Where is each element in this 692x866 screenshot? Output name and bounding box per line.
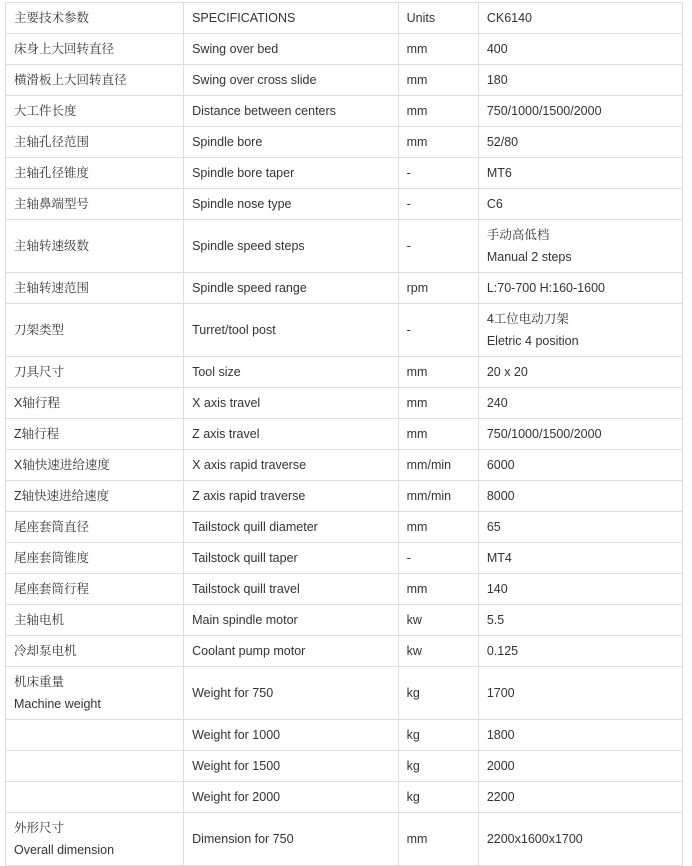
table-row <box>6 813 683 866</box>
parameter-cn-cell-line: 主轴孔径锥度 <box>14 166 90 180</box>
parameter-cn-cell <box>6 158 184 189</box>
parameter-cn-cell <box>6 813 184 866</box>
unit-cell: kg <box>398 751 478 782</box>
table-row <box>6 667 683 720</box>
value-cell-line: 0.125 <box>486 644 519 658</box>
parameter-cn-cell <box>6 605 184 636</box>
unit-cell: kg <box>398 782 478 813</box>
parameter-en-cell: Tool size <box>184 357 399 388</box>
value-cell-line: 400 <box>486 42 508 56</box>
parameter-cn-cell-line: Z轴行程 <box>14 427 60 441</box>
value-cell-line: L:70-700 H:160-1600 <box>486 281 605 295</box>
parameter-en-cell: Swing over cross slide <box>184 65 399 96</box>
value-cell-line: 4工位电动刀架 <box>486 312 569 326</box>
specifications-table-body <box>6 3 683 866</box>
header-units-cell: Units <box>398 3 478 34</box>
table-row <box>6 574 683 605</box>
parameter-cn-cell-line: 外形尺寸 <box>14 821 65 835</box>
header-en-cell: SPECIFICATIONS <box>184 3 399 34</box>
table-row <box>6 636 683 667</box>
parameter-cn-cell-line: 床身上大回转直径 <box>14 42 115 56</box>
parameter-cn-cell <box>6 273 184 304</box>
unit-cell: mm/min <box>398 481 478 512</box>
unit-cell: - <box>398 304 478 357</box>
table-row <box>6 304 683 357</box>
value-cell-line: C6 <box>486 197 503 211</box>
table-row <box>6 720 683 751</box>
parameter-cn-cell-line: 主轴孔径范围 <box>14 135 90 149</box>
header-model-cell: CK6140 <box>478 3 682 34</box>
unit-cell: mm <box>398 574 478 605</box>
value-cell <box>478 304 682 357</box>
table-row <box>6 65 683 96</box>
value-cell <box>478 127 682 158</box>
table-row <box>6 220 683 273</box>
unit-cell: mm <box>398 65 478 96</box>
unit-cell: mm <box>398 512 478 543</box>
table-row <box>6 450 683 481</box>
parameter-en-cell: Weight for 1500 <box>184 751 399 782</box>
unit-cell: - <box>398 220 478 273</box>
value-cell-line: 140 <box>486 582 508 596</box>
value-cell-line: 65 <box>486 520 501 534</box>
value-cell <box>478 720 682 751</box>
parameter-cn-cell <box>6 304 184 357</box>
unit-cell: mm <box>398 357 478 388</box>
parameter-cn-cell-line: 大工件长度 <box>14 104 77 118</box>
unit-cell: kw <box>398 605 478 636</box>
parameter-en-cell: Z axis rapid traverse <box>184 481 399 512</box>
table-row <box>6 34 683 65</box>
parameter-cn-cell-line: 主轴转速级数 <box>14 239 90 253</box>
unit-cell: kw <box>398 636 478 667</box>
parameter-cn-cell-line: X轴行程 <box>14 396 60 410</box>
parameter-en-cell: Dimension for 750 <box>184 813 399 866</box>
table-row <box>6 512 683 543</box>
parameter-cn-cell-line: 主轴电机 <box>14 613 65 627</box>
parameter-en-cell: Spindle nose type <box>184 189 399 220</box>
parameter-cn-cell-line: 刀架类型 <box>14 323 65 337</box>
parameter-en-cell: Tailstock quill travel <box>184 574 399 605</box>
parameter-cn-cell <box>6 751 184 782</box>
parameter-cn-cell <box>6 127 184 158</box>
parameter-cn-cell <box>6 357 184 388</box>
unit-cell: kg <box>398 667 478 720</box>
value-cell-line: Eletric 4 position <box>486 334 579 348</box>
unit-cell: mm/min <box>398 450 478 481</box>
value-cell <box>478 189 682 220</box>
parameter-en-cell: Tailstock quill taper <box>184 543 399 574</box>
value-cell-line: Manual 2 steps <box>486 250 572 264</box>
unit-cell: mm <box>398 813 478 866</box>
parameter-en-cell: Weight for 750 <box>184 667 399 720</box>
value-cell-line: MT4 <box>486 551 512 565</box>
parameter-en-cell: Distance between centers <box>184 96 399 127</box>
parameter-cn-cell <box>6 782 184 813</box>
table-row <box>6 96 683 127</box>
table-row <box>6 782 683 813</box>
parameter-en-cell: Weight for 2000 <box>184 782 399 813</box>
parameter-en-cell: Weight for 1000 <box>184 720 399 751</box>
parameter-cn-cell <box>6 450 184 481</box>
unit-cell: rpm <box>398 273 478 304</box>
value-cell <box>478 96 682 127</box>
value-cell <box>478 574 682 605</box>
parameter-en-cell: Spindle bore <box>184 127 399 158</box>
unit-cell: - <box>398 189 478 220</box>
table-row <box>6 158 683 189</box>
parameter-en-cell: Spindle speed steps <box>184 220 399 273</box>
value-cell <box>478 782 682 813</box>
parameter-cn-cell-line: Overall dimension <box>14 843 115 857</box>
value-cell-line: 8000 <box>486 489 515 503</box>
value-cell-line: 6000 <box>486 458 515 472</box>
parameter-cn-cell-line: Machine weight <box>14 697 101 711</box>
parameter-cn-cell <box>6 574 184 605</box>
table-row <box>6 357 683 388</box>
table-header-row <box>6 3 683 34</box>
parameter-en-cell: Swing over bed <box>184 34 399 65</box>
table-row <box>6 189 683 220</box>
value-cell <box>478 273 682 304</box>
parameter-en-cell: X axis travel <box>184 388 399 419</box>
parameter-cn-cell-line: 尾座套筒直径 <box>14 520 90 534</box>
unit-cell: mm <box>398 127 478 158</box>
parameter-en-cell: Spindle bore taper <box>184 158 399 189</box>
unit-cell: - <box>398 543 478 574</box>
value-cell-line: 2200x1600x1700 <box>486 832 583 846</box>
table-row <box>6 751 683 782</box>
value-cell <box>478 512 682 543</box>
value-cell <box>478 419 682 450</box>
value-cell-line: 240 <box>486 396 508 410</box>
parameter-cn-cell-line: 刀具尺寸 <box>14 365 65 379</box>
parameter-cn-cell-line: X轴快速进给速度 <box>14 458 110 472</box>
value-cell <box>478 636 682 667</box>
value-cell <box>478 751 682 782</box>
parameter-cn-cell <box>6 65 184 96</box>
value-cell <box>478 605 682 636</box>
parameter-cn-cell <box>6 512 184 543</box>
value-cell-line: 1700 <box>486 686 515 700</box>
parameter-cn-cell <box>6 388 184 419</box>
unit-cell: mm <box>398 34 478 65</box>
parameter-cn-cell <box>6 419 184 450</box>
unit-cell: mm <box>398 96 478 127</box>
value-cell <box>478 813 682 866</box>
value-cell-line: 750/1000/1500/2000 <box>486 104 602 118</box>
parameter-cn-cell <box>6 96 184 127</box>
value-cell <box>478 667 682 720</box>
value-cell <box>478 357 682 388</box>
value-cell-line: 20 x 20 <box>486 365 528 379</box>
parameter-cn-cell <box>6 636 184 667</box>
table-row <box>6 481 683 512</box>
value-cell <box>478 450 682 481</box>
parameter-cn-cell <box>6 720 184 751</box>
parameter-cn-cell-line: 冷却泵电机 <box>14 644 77 658</box>
value-cell-line: 5.5 <box>486 613 505 627</box>
unit-cell: mm <box>398 419 478 450</box>
value-cell-line: 2000 <box>486 759 515 773</box>
value-cell-line: MT6 <box>486 166 512 180</box>
value-cell <box>478 158 682 189</box>
table-row <box>6 127 683 158</box>
value-cell-line: 2200 <box>486 790 515 804</box>
unit-cell: mm <box>398 388 478 419</box>
parameter-cn-cell-line: 横滑板上大回转直径 <box>14 73 127 87</box>
parameter-cn-cell <box>6 481 184 512</box>
parameter-cn-cell <box>6 34 184 65</box>
unit-cell: kg <box>398 720 478 751</box>
table-row <box>6 419 683 450</box>
value-cell-line: 1800 <box>486 728 515 742</box>
parameter-en-cell: Z axis travel <box>184 419 399 450</box>
parameter-en-cell: X axis rapid traverse <box>184 450 399 481</box>
value-cell-line: 手动高低档 <box>486 228 550 242</box>
parameter-cn-cell <box>6 543 184 574</box>
parameter-cn-cell-line: 尾座套筒锥度 <box>14 551 90 565</box>
parameter-cn-cell-line: 主轴鼻端型号 <box>14 197 90 211</box>
specifications-table <box>5 2 683 866</box>
parameter-cn-cell-line: 机床重量 <box>14 675 65 689</box>
parameter-cn-cell-line: 尾座套筒行程 <box>14 582 90 596</box>
value-cell <box>478 481 682 512</box>
value-cell-line: 750/1000/1500/2000 <box>486 427 602 441</box>
parameter-en-cell: Main spindle motor <box>184 605 399 636</box>
value-cell <box>478 34 682 65</box>
parameter-cn-cell <box>6 220 184 273</box>
parameter-en-cell: Coolant pump motor <box>184 636 399 667</box>
parameter-en-cell: Turret/tool post <box>184 304 399 357</box>
value-cell-line: 52/80 <box>486 135 519 149</box>
parameter-cn-cell-line: 主轴转速范围 <box>14 281 90 295</box>
value-cell <box>478 543 682 574</box>
table-row <box>6 543 683 574</box>
value-cell <box>478 388 682 419</box>
parameter-cn-cell-line: Z轴快速进给速度 <box>14 489 110 503</box>
parameter-cn-cell <box>6 667 184 720</box>
table-row <box>6 273 683 304</box>
parameter-en-cell: Tailstock quill diameter <box>184 512 399 543</box>
table-row <box>6 388 683 419</box>
parameter-en-cell: Spindle speed range <box>184 273 399 304</box>
header-cn-cell: 主要技术参数 <box>6 3 184 34</box>
value-cell <box>478 65 682 96</box>
value-cell-line: 180 <box>486 73 508 87</box>
value-cell <box>478 220 682 273</box>
unit-cell: - <box>398 158 478 189</box>
table-row <box>6 605 683 636</box>
parameter-cn-cell <box>6 189 184 220</box>
